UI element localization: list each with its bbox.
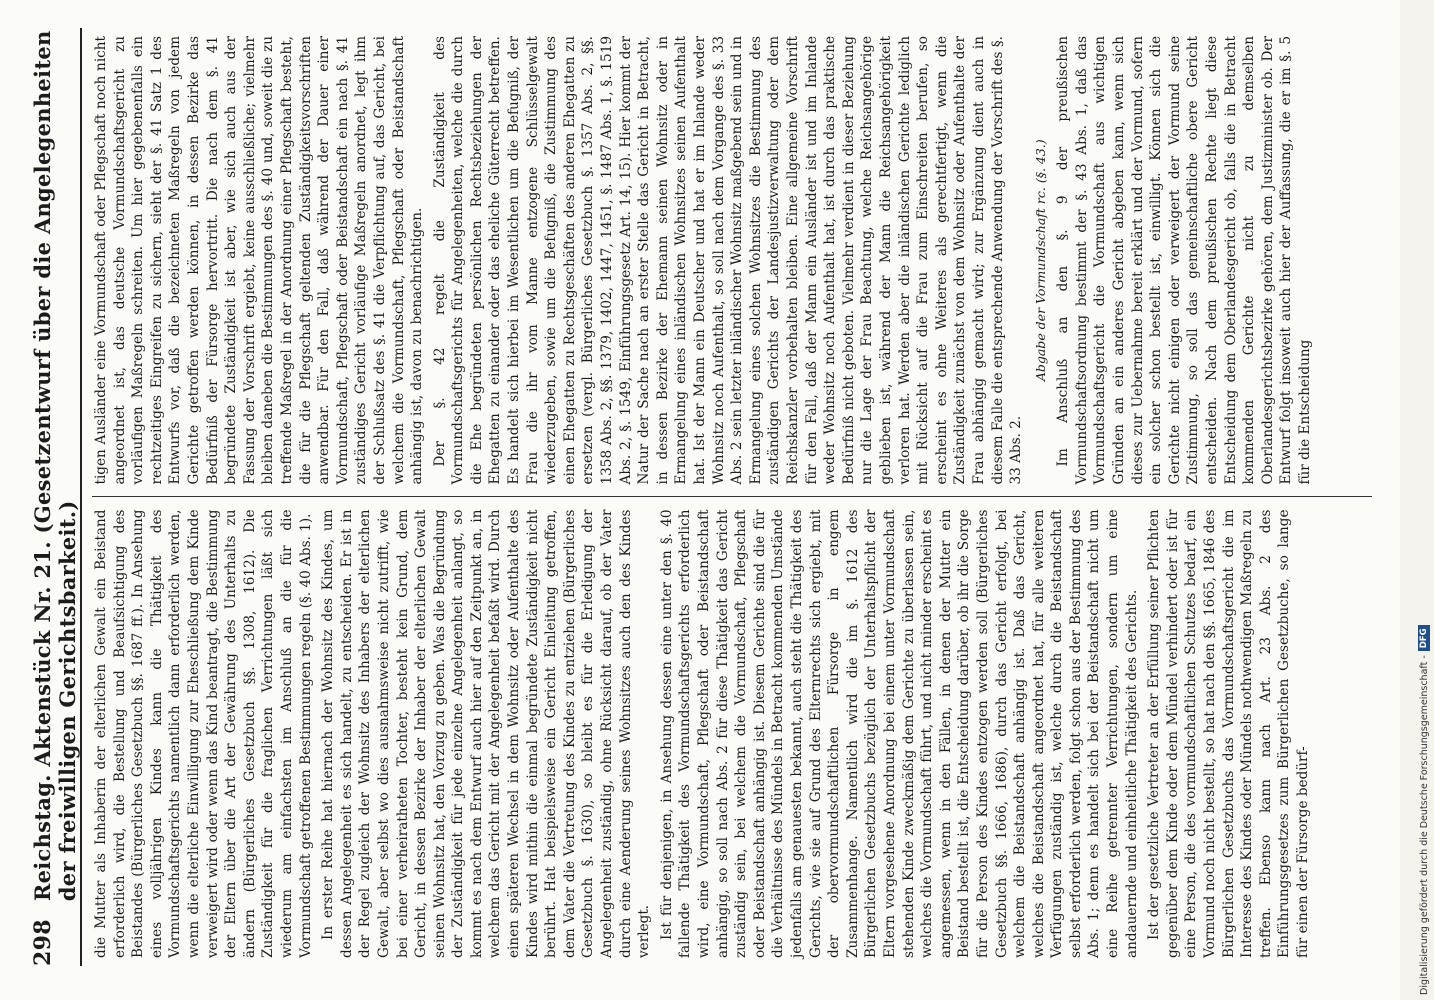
right-column [92, 28, 1372, 493]
paragraph: Ist der gesetzliche Vertreter an der Erfüllung seiner Pflichten gegenüber dem Kinde oder dem Mündel verhindert oder ist für eine Person, die des vormundschaftlichen Schutzes bedarf, ein Vormund noch nicht bestellt, so hat nach den §§. 1665, 1846 des Bürgerlichen Gesetzbuchs das Vormundschaftsgericht die im Interesse des Kindes oder Mündels nothwendigen Maßregeln zu treffen. Ebenso kann nach Art. 23 Abs. 2 des Einführungsgesetzes zum Bürgerlichen Gesetzbuche, so lange für einen der Fürsorge bedürf- [1146, 509, 1311, 958]
header-title: Reichstag. Aktenstück Nr. 21. (Gesetzentwurf über die Angelegenheiten der freiwilligen Gerichtsbarkeit.) [30, 30, 80, 902]
paragraph: Der §. 42 regelt die Zuständigkeit des Vormundschaftsgerichts für Angelegenheiten, welche die durch die Ehe begründeten persönlichen Rechtsbeziehungen der Ehegatten zu einander oder das eheliche Güterrecht betreffen. Es handelt sich hierbei im Wesentlichen um die Befugniß, der Frau die ihr vom Manne entzogene Schlüsselgewalt wiederzugeben, sowie um die Befugniß, die Zustimmung des einen Ehegatten zu Rechtsgeschäften des anderen Ehegatten zu ersetzen (vergl. Bürgerliches Gesetzbuch §. 1357 Abs. 2, §§. 1358 Abs. 2, §§. 1379, 1402, 1447, 1451, §. 1487 Abs. 1, §. 1519 Abs. 2, §. 1549, Einführungsgesetz Art. 14, 15). Hier kommt der Natur der Sache nach an erster Stelle das Gericht in Betracht, in dessen Bezirke der Ehemann seinen Wohnsitz oder in Ermangelung eines inländischen Wohnsitzes seinen Aufenthalt hat. Ist der Mann ein Deutscher und hat er im Inlande weder Wohnsitz noch Aufenthalt, so soll nach dem Vorgange des §. 33 Abs. 2 sein letzter inländischer Wohnsitz maßgebend sein und in Ermangelung eines solchen Wohnsitzes die Bestimmung des zuständigen Gerichts der Landesjustizverwaltung oder dem Reichskanzler vorbehalten bleiben. Eine allgemeine Vorschrift für den Fall, daß der Mann ein Ausländer ist und im Inlande weder Wohnsitz noch Aufenthalt hat, ist durch das praktische Bedürfniß nicht geboten. Vielmehr verdient in dieser Beziehung nur die Lage der Frau Beachtung, welche Reichsangehörige geblieben ist, während der Mann die Reichsangehörigkeit verloren hat. Werden aber die inländischen Gerichte lediglich mit Rücksicht auf die Frau zum Einschreiten berufen, so erscheint es ohne Weiteres als gerechtfertigt, wenn die Zuständigkeit zunächst von dem Wohnsitz oder Aufenthalte der Frau abhängig gemacht wird; zur Ergänzung dient auch in diesem Falle die entsprechende Anwendung der Vorschrift des §. 33 Abs. 2. [431, 36, 1025, 485]
page-number: 298 [30, 919, 56, 966]
dfg-logo: DFG [1418, 625, 1430, 651]
left-column [92, 502, 1372, 967]
page-header [30, 28, 82, 966]
paragraph: In erster Reihe hat hiernach der Wohnsitz des Kindes, um dessen Angelegenheit es sich handelt, zu entscheiden. Er ist in der Regel zugleich der Wohnsitz des Inhabers der elterlichen Gewalt, aber selbst wo dies ausnahmsweise nicht zutrifft, wie bei einer verheiratheten Tochter, besteht kein Grund, dem Gericht, in dessen Bezirke der Inhaber der elterlichen Gewalt seinen Wohnsitz hat, den Vorzug zu geben. Was die Begründung der Zuständigkeit für jede einzelne Angelegenheit anlangt, so kommt es nach dem Entwurf auch hier auf den Zeitpunkt an, in welchem das Gericht mit der Angelegenheit befaßt wird. Durch einen späteren Wechsel in dem Wohnsitz oder Aufenthalte des Kindes wird mithin die einmal begründete Zuständigkeit nicht berührt. Hat beispielsweise ein Gericht Einleitung getroffen, dem Vater die Vertretung des Kindes zu entziehen (Bürgerliches Gesetzbuch §. 1630), so bleibt es für die Erledigung der Angelegenheit zuständig, ohne Rücksicht darauf, ob der Vater durch eine Aenderung seines Wohnsitzes auch den des Kindes verlegt. [320, 509, 653, 958]
digitization-credit [1418, 625, 1430, 995]
credit-text: Digitalisierung gefördert durch die Deutsche Forschungsgemeinschaft - [1418, 655, 1430, 995]
paragraph: Im Anschluß an den §. 9 der preußischen Vormundschaftsordnung bestimmt der §. 43 Abs. 1, daß das Vormundschaftsgericht die Vormundschaft aus wichtigen Gründen an ein anderes Gericht abgeben kann, wenn sich dieses zur Uebernahme bereit erklärt und der Vormund, sofern ein solcher schon bestellt ist, einwilligt. Können sich die Gerichte nicht einigen oder verweigert der Vormund seine Zustimmung, so soll das gemeinschaftliche obere Gericht entscheiden. Nach dem preußischen Rechte liegt diese Entscheidung dem Oberlandesgericht ob, falls die in Betracht kommenden Gerichte nicht zu demselben Oberlandesgerichtsbezirke gehören, dem Justizminister ob. Der Entwurf folgt insoweit auch hier der Auffassung, die er im §. 5 für die Entscheidung [1055, 36, 1313, 485]
section-heading: Abgabe der Vormundschaft rc. (§. 43.) [1032, 139, 1048, 382]
paragraph: die Mutter als Inhaberin der elterlichen Gewalt ein Beistand erforderlich wird, die Bestellung und Beaufsichtigung des Beistandes (Bürgerliches Gesetzbuch §§. 1687 ff.). In Ansehung eines volljährigen Kindes kann die Thätigkeit des Vormundschaftsgerichts namentlich dann erforderlich werden, wenn die elterliche Einwilligung zur Eheschließung dem Kinde verweigert wird oder wenn das Kind beantragt, die Bestimmung der Eltern über die Art der Gewährung des Unterhalts zu ändern (Bürgerliches Gesetzbuch §§. 1308, 1612). Die Zuständigkeit für die fraglichen Verrichtungen läßt sich wiederum am einfachsten im Anschluß an die für die Vormundschaft getroffenen Bestimmungen regeln (§. 40 Abs. 1). [93, 509, 314, 958]
column-divider [92, 497, 1372, 498]
paragraph: Ist für denjenigen, in Ansehung dessen eine unter den §. 40 fallende Thätigkeit des Vormundschaftsgerichts erforderlich wird, eine Vormundschaft, Pflegschaft oder Beistandschaft anhängig, so soll nach Abs. 2 für diese Thätigkeit das Gericht zuständig sein, bei welchem die Vormundschaft, Pflegschaft oder Beistandschaft anhängig ist. Diesem Gerichte sind die für die Verhältnisse des Mündels in Betracht kommenden Umstände jedenfalls am genauesten bekannt, auch steht die Thätigkeit des Gerichts, wie sie auf Grund des Elternrechts sich ergiebt, mit der obervormundschaftlichen Fürsorge in engem Zusammenhange. Namentlich wird die im §. 1612 des Bürgerlichen Gesetzbuchs bezüglich der Unterhaltspflicht der Eltern vorgesehene Anordnung bei einem unter Vormundschaft stehenden Kinde zweckmäßig dem Gerichte zu überlassen sein, welches die Vormundschaft führt, und nicht minder erscheint es angemessen, wenn in den Fällen, in denen der Mutter ein Beistand bestellt ist, die Entscheidung darüber, ob ihr die Sorge für die Person des Kindes entzogen werden soll (Bürgerliches Gesetzbuch §§. 1666, 1686), durch das Gericht erfolgt, bei welchem die Beistandschaft anhängig ist. Daß das Gericht, welches die Beistandschaft angeordnet hat, für alle weiteren Verfügungen zuständig ist, welche durch die Beistandschaft selbst erforderlich werden, folgt schon aus der Bestimmung des Abs. 1; denn es handelt sich bei der Beistandschaft nicht um eine Reihe getrennter Verrichtungen, sondern um eine andauernde und einheitliche Thätigkeit des Gerichts. [658, 509, 1140, 958]
text-columns [92, 28, 1372, 966]
paragraph: tigen Ausländer eine Vormundschaft oder Pflegschaft noch nicht angeordnet ist, das deutsche Vormundschaftsgericht zu vorläufigen Maßregeln schreiten. Um hier gegebenenfalls ein rechtzeitiges Eingreifen zu sichern, sieht der §. 41 Satz 1 des Entwurfs vor, daß die bezeichneten Maßregeln von jedem Gerichte getroffen werden können, in dessen Bezirke das Bedürfniß der Fürsorge hervortritt. Die nach dem §. 41 begründete Zuständigkeit ist aber, wie sich auch aus der Fassung der Vorschrift ergiebt, keine ausschließliche; vielmehr bleiben daneben die Bestimmungen des §. 40 und, soweit die zu treffende Maßregel in der Anordnung einer Pflegschaft besteht, die für die Pflegschaft geltenden Zuständigkeitsvorschriften anwendbar. Für den Fall, daß während der Dauer einer Vormundschaft, Pflegschaft oder Beistandschaft ein nach §. 41 zuständiges Gericht vorläufige Maßregeln anordnet, legt ihm der Schlußsatz des §. 41 die Verpflichtung auf, das Gericht, bei welchem die Vormundschaft, Pflegschaft oder Beistandschaft anhängig ist, davon zu benachrichtigen. [93, 36, 426, 485]
